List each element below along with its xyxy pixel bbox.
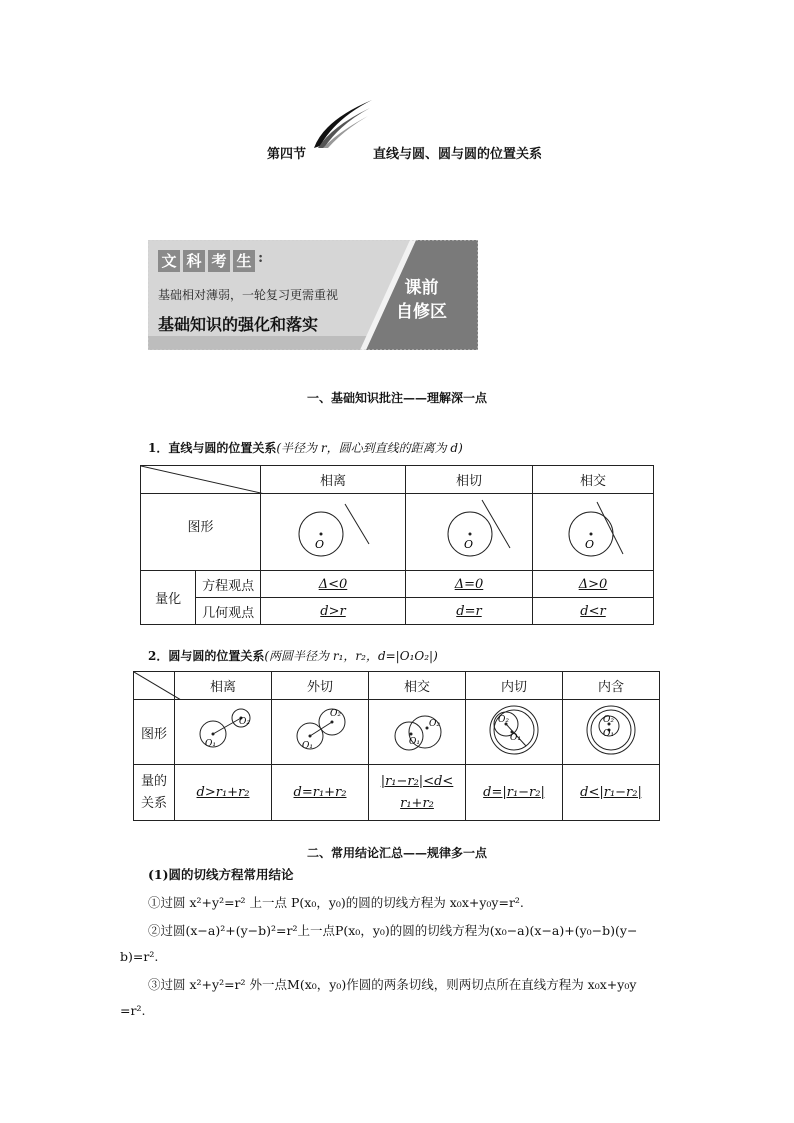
col-header: 内切 (466, 672, 563, 700)
figure-contained (563, 700, 660, 765)
item2-label: 2．圆与圆的位置关系 (148, 649, 265, 663)
geo-value: d<r (580, 603, 606, 619)
relation-value: d=r₁+r₂ (293, 785, 347, 800)
circle-line-intersect-figure (533, 494, 653, 566)
circle-line-separate-figure (261, 494, 405, 566)
circle-circle-table (133, 671, 660, 821)
banner-tag-colon: : (258, 250, 264, 266)
geo-value: d=r (456, 603, 482, 619)
figure-tangent (405, 494, 532, 571)
two-circles-external-tangent-figure (272, 700, 368, 760)
col-header: 相离 (260, 466, 405, 494)
relation-value: d>r₁+r₂ (196, 785, 250, 800)
chapter-header (0, 143, 794, 163)
o2-label: O₂ (239, 717, 250, 727)
geo-value: d>r (320, 603, 346, 619)
center-label: O (314, 538, 325, 551)
diagonal-header-cell (141, 466, 261, 494)
figure-internal-tangent (466, 700, 563, 765)
o2-label: O₂ (603, 715, 614, 725)
banner-side-text (396, 276, 447, 324)
row-label: 图形 (134, 700, 175, 765)
item1-note: (半径为 r，圆心到直线的距离为 d) (276, 441, 463, 455)
section1-heading: 一、基础知识批注——理解深一点 (306, 391, 487, 405)
item1-heading (148, 439, 463, 456)
row-sublabel: 几何观点 (196, 598, 261, 625)
row-label-line2: 关系 (140, 795, 167, 811)
conclusion-2-line1: ②过圆(x−a)²+(y−b)²=r²上一点P(x₀，y₀)的圆的切线方程为(x₀−a)(x−a)+(y₀−b)(y− (148, 923, 638, 938)
o2-label: O₂ (330, 709, 341, 719)
item2-note: (两圆半径为 r₁，r₂，d=|O₁O₂|) (264, 649, 438, 663)
col-header: 相离 (175, 672, 272, 700)
row-label: 量化 (141, 571, 196, 625)
two-circles-contained-figure (563, 700, 659, 760)
study-banner (148, 240, 478, 350)
two-circles-internal-tangent-figure (466, 700, 562, 760)
banner-tag-char: 文 (158, 250, 180, 272)
o1-label: O₁ (510, 733, 521, 743)
page-title: 直线与圆、圆与圆的位置关系 (373, 147, 543, 162)
o2-label: O₂ (429, 719, 440, 729)
banner-headline: 基础知识的强化和落实 (158, 315, 319, 334)
o2-label: O₂ (498, 715, 509, 725)
row-label-line1: 量的 (140, 773, 167, 789)
eq-value: Δ=0 (454, 576, 484, 592)
conclusion-3-line1: ③过圆 x²+y²=r² 外一点M(x₀，y₀)作圆的两条切线，则两切点所在直线方程为 x₀x+y₀y (148, 977, 637, 992)
row-sublabel: 方程观点 (196, 571, 261, 598)
eq-value: Δ>0 (578, 576, 608, 592)
o1-label: O₁ (409, 737, 420, 747)
banner-side-line1: 课前 (404, 278, 439, 298)
o1-label: O₁ (603, 729, 614, 739)
relation-value: d<|r₁−r₂| (580, 785, 642, 800)
figure-intersect (369, 700, 466, 765)
relation-value: d=|r₁−r₂| (483, 785, 545, 800)
two-circles-separate-figure (175, 700, 271, 760)
conclusion-2-line2: b)=r². (120, 949, 159, 964)
col-header: 相交 (532, 466, 653, 494)
figure-separate (175, 700, 272, 765)
two-circles-intersect-figure (369, 700, 465, 760)
line-circle-table (140, 465, 654, 625)
row-label (134, 765, 175, 821)
figure-intersect (532, 494, 653, 571)
col-header: 相交 (369, 672, 466, 700)
diagonal-header-cell (134, 672, 175, 700)
o1-label: O₁ (205, 739, 216, 749)
col-header: 相切 (405, 466, 532, 494)
circle-line-tangent-figure (406, 494, 532, 566)
banner-tag (158, 250, 263, 272)
relation-value: |r₁−r₂|<d< (380, 773, 454, 789)
banner-side-line2: 自修区 (396, 302, 447, 322)
eq-value: Δ<0 (318, 576, 348, 592)
col-header: 内含 (563, 672, 660, 700)
figure-external-tangent (272, 700, 369, 765)
banner-subtitle: 基础相对薄弱，一轮复习更需重视 (158, 288, 339, 302)
item1-label: 1．直线与圆的位置关系 (148, 441, 277, 455)
banner-tag-char: 科 (183, 250, 205, 272)
center-label: O (584, 538, 595, 551)
center-label: O (463, 538, 474, 551)
banner-tag-char: 考 (208, 250, 230, 272)
conclusion-1: ①过圆 x²+y²=r² 上一点 P(x₀，y₀)的圆的切线方程为 x₀x+y₀y=r². (148, 895, 524, 910)
row-label: 图形 (141, 494, 261, 571)
section2-heading: 二、常用结论汇总——规律多一点 (306, 846, 487, 860)
o1-label: O₁ (302, 741, 313, 751)
conclusion-3-line2: =r². (120, 1003, 146, 1018)
figure-separate (260, 494, 405, 571)
item2-heading (148, 647, 438, 664)
sub-heading: (1)圆的切线方程常用结论 (148, 867, 294, 882)
banner-tag-char: 生 (233, 250, 255, 272)
col-header: 外切 (272, 672, 369, 700)
section-label: 第四节 (267, 147, 307, 162)
relation-value-line2: r₁+r₂ (400, 795, 434, 811)
